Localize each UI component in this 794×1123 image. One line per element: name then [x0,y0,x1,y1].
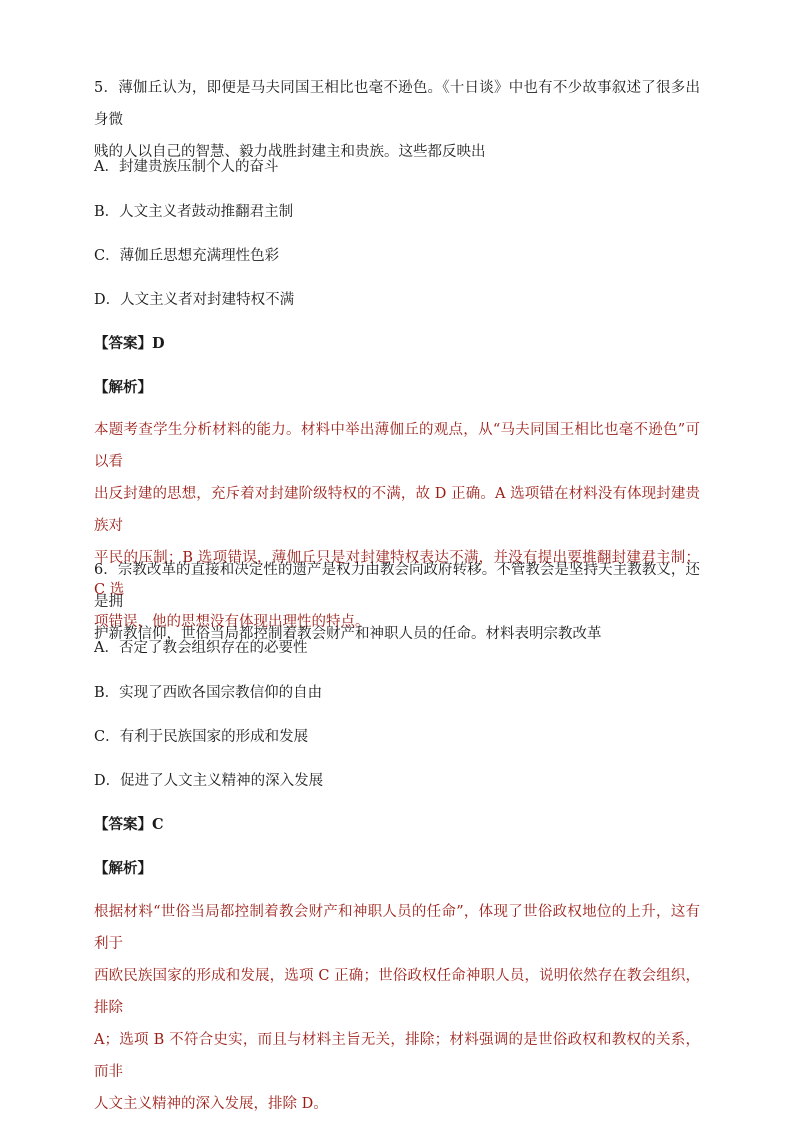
question-5-analysis-label: 【解析】 [94,379,152,396]
question-6-analysis-line: 人文主义精神的深入发展，排除 D。 [94,1096,328,1112]
question-6-analysis-line: 根据材料“世俗当局都控制着教会财产和神职人员的任命”，体现了世俗政权地位的上升，这有利于 [94,904,700,952]
question-5-option-a: A．封建贵族压制个人的奋斗 [94,159,279,175]
question-6-analysis [94,896,700,1120]
question-5-option-b: B．人文主义者鼓动推翻君主制 [94,204,294,220]
question-5-option-d: D．人文主义者对封建特权不满 [94,292,295,308]
question-5-analysis-line: 本题考查学生分析材料的能力。材料中举出薄伽丘的观点，从“马夫同国王相比也毫不逊色”可以看 [94,422,700,470]
question-5-option-c: C．薄伽丘思想充满理性色彩 [94,248,280,264]
question-6-option-b: B．实现了西欧各国宗教信仰的自由 [94,685,323,701]
question-5-answer: 【答案】D [94,335,165,352]
question-5-analysis-line: 出反封建的思想，充斥着对封建阶级特权的不满，故 D 正确。A 选项错在材料没有体现封建贵族对 [94,486,700,534]
question-6-answer: 【答案】C [94,816,164,833]
question-5-stem-line-2: 贱的人以自己的智慧、毅力战胜封建主和贵族。这些都反映出 [94,144,486,160]
question-5-stem-line-1: 5．薄伽丘认为，即便是马夫同国王相比也毫不逊色。《十日谈》中也有不少故事叙述了很多出身微 [94,80,700,128]
question-5-stem [94,72,700,168]
question-6-analysis-line: A；选项 B 不符合史实，而且与材料主旨无关，排除；材料强调的是世俗政权和教权的关系，而非 [94,1032,700,1080]
question-6-option-d: D．促进了人文主义精神的深入发展 [94,773,324,789]
question-6-stem-line-2: 护新教信仰，世俗当局都控制着教会财产和神职人员的任命。材料表明宗教改革 [94,626,602,642]
question-5-analysis-line: 项错误，他的思想没有体现出理性的特点。 [94,614,370,630]
question-6-option-c: C．有利于民族国家的形成和发展 [94,729,309,745]
question-6-option-a: A．否定了教会组织存在的必要性 [94,640,308,656]
question-6-stem-line-1: 6．宗教改革的直接和决定性的遗产是权力由教会向政府转移。不管教会是坚持天主教教义，还是拥 [94,562,700,610]
question-6-analysis-label: 【解析】 [94,860,152,877]
question-5-analysis-line: 平民的压制；B 选项错误，薄伽丘只是对封建特权表达不满，并没有提出要推翻封建君主制；C 选 [94,550,700,598]
question-6-analysis-line: 西欧民族国家的形成和发展，选项 C 正确；世俗政权任命神职人员，说明依然存在教会组织，排除 [94,968,700,1016]
